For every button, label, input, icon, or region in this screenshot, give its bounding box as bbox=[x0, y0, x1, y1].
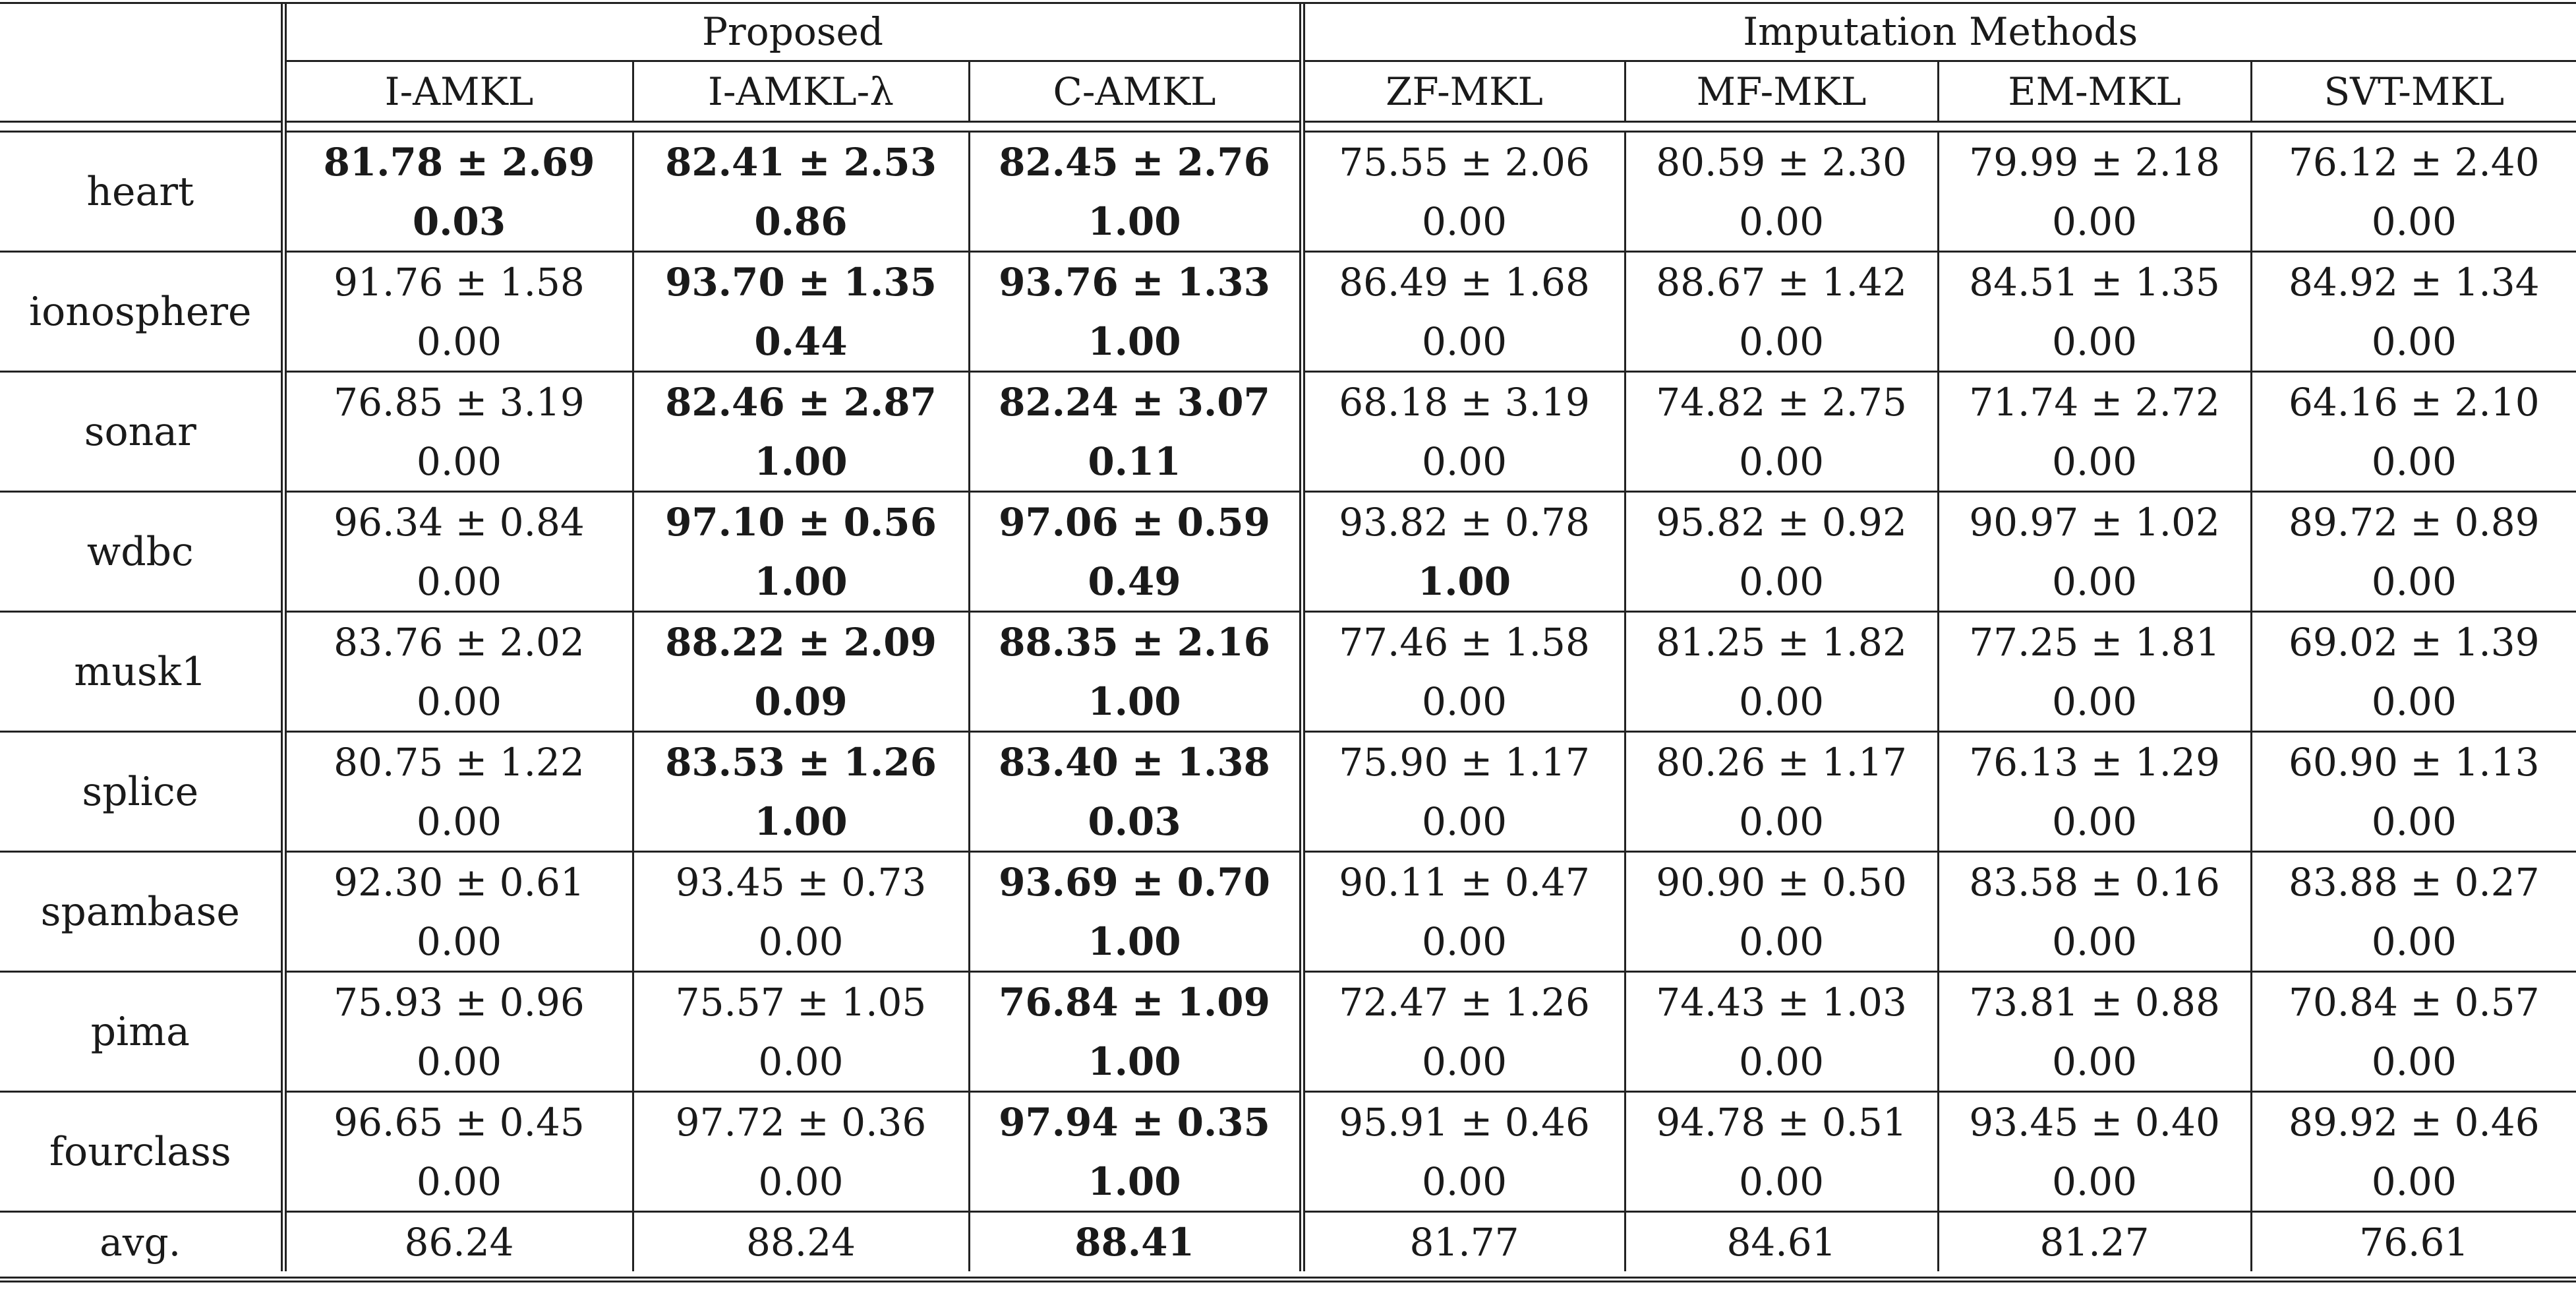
row-label: heart bbox=[0, 132, 283, 252]
metric-cell: 64.16 ± 2.10 bbox=[2251, 372, 2576, 433]
metric-cell: 60.90 ± 1.13 bbox=[2251, 732, 2576, 793]
metric-cell: 80.75 ± 1.22 bbox=[283, 732, 633, 793]
metric-cell: 73.81 ± 0.88 bbox=[1938, 972, 2251, 1033]
table-row-pvalue bbox=[0, 432, 2576, 492]
group-header-imputation: Imputation Methods bbox=[1302, 3, 2576, 61]
pvalue-cell: 1.00 bbox=[969, 1152, 1302, 1212]
metric-cell: 84.92 ± 1.34 bbox=[2251, 252, 2576, 313]
metric-cell: 83.58 ± 0.16 bbox=[1938, 852, 2251, 913]
pvalue-cell: 0.00 bbox=[2371, 1159, 2457, 1204]
pvalue-cell: 0.00 bbox=[1302, 192, 1625, 252]
pvalue-cell: 0.00 bbox=[1625, 552, 1938, 612]
pvalue-cell: 0.00 bbox=[2371, 1039, 2457, 1084]
pvalue-cell: 0.86 bbox=[633, 192, 969, 252]
group-header-row bbox=[0, 3, 2576, 61]
row-label: musk1 bbox=[0, 612, 283, 732]
metric-cell: 68.18 ± 3.19 bbox=[1302, 372, 1625, 433]
metric-cell: 76.12 ± 2.40 bbox=[2251, 132, 2576, 193]
pvalue-cell: 0.00 bbox=[283, 1032, 633, 1092]
table-row-pvalue bbox=[0, 792, 2576, 852]
metric-cell: 90.11 ± 0.47 bbox=[1302, 852, 1625, 913]
column-header: I-AMKL-λ bbox=[633, 61, 969, 122]
avg-value: 84.61 bbox=[1625, 1212, 1938, 1272]
pvalue-cell: 1.00 bbox=[969, 912, 1302, 972]
avg-value: 81.77 bbox=[1302, 1212, 1625, 1272]
table-row-pvalue bbox=[0, 192, 2576, 252]
pvalue-cell: 0.00 bbox=[283, 672, 633, 732]
pvalue-cell: 0.00 bbox=[1302, 672, 1625, 732]
metric-cell: 75.55 ± 2.06 bbox=[1302, 132, 1625, 193]
pvalue-cell: 1.00 bbox=[633, 432, 969, 492]
results-table bbox=[0, 3, 2576, 1271]
metric-cell: 72.47 ± 1.26 bbox=[1302, 972, 1625, 1033]
metric-cell: 81.25 ± 1.82 bbox=[1625, 612, 1938, 673]
metric-cell: 92.30 ± 0.61 bbox=[283, 852, 633, 913]
corner-cell bbox=[0, 3, 283, 122]
table-row-pvalue bbox=[0, 672, 2576, 732]
bottom-rule bbox=[0, 1277, 2576, 1282]
metric-cell: 77.46 ± 1.58 bbox=[1302, 612, 1625, 673]
row-label: avg. bbox=[0, 1212, 283, 1272]
metric-cell: 80.59 ± 2.30 bbox=[1625, 132, 1938, 193]
metric-cell: 97.06 ± 0.59 bbox=[969, 492, 1302, 553]
pvalue-cell: 0.00 bbox=[1625, 672, 1938, 732]
table-row bbox=[0, 1092, 2576, 1153]
pvalue-cell: 0.00 bbox=[2371, 198, 2457, 244]
metric-cell: 76.85 ± 3.19 bbox=[283, 372, 633, 433]
column-header: ZF-MKL bbox=[1302, 61, 1625, 122]
pvalue-cell: 0.00 bbox=[1938, 432, 2251, 492]
table-row-pvalue bbox=[0, 1152, 2576, 1212]
row-label: spambase bbox=[0, 852, 283, 972]
table-row bbox=[0, 252, 2576, 313]
metric-cell: 95.91 ± 0.46 bbox=[1302, 1092, 1625, 1153]
metric-cell: 91.76 ± 1.58 bbox=[283, 252, 633, 313]
pvalue-cell: 0.49 bbox=[969, 552, 1302, 612]
metric-cell: 70.84 ± 0.57 bbox=[2251, 972, 2576, 1033]
avg-value: 88.41 bbox=[969, 1212, 1302, 1272]
pvalue-cell: 0.00 bbox=[1302, 1032, 1625, 1092]
pvalue-cell: 0.00 bbox=[283, 432, 633, 492]
pvalue-cell: 0.00 bbox=[1302, 912, 1625, 972]
row-label: wdbc bbox=[0, 492, 283, 612]
table-row bbox=[0, 492, 2576, 553]
column-header: C-AMKL bbox=[969, 61, 1302, 122]
pvalue-cell: 1.00 bbox=[633, 792, 969, 852]
pvalue-cell: 0.00 bbox=[2371, 438, 2457, 484]
metric-cell: 76.84 ± 1.09 bbox=[969, 972, 1302, 1033]
pvalue-cell: 0.00 bbox=[633, 1032, 969, 1092]
pvalue-cell: 0.00 bbox=[283, 792, 633, 852]
pvalue-cell: 1.00 bbox=[969, 1032, 1302, 1092]
pvalue-cell: 0.00 bbox=[283, 552, 633, 612]
pvalue-cell: 0.00 bbox=[283, 312, 633, 372]
table-row bbox=[0, 132, 2576, 193]
metric-cell: 96.34 ± 0.84 bbox=[283, 492, 633, 553]
pvalue-cell: 0.00 bbox=[633, 1152, 969, 1212]
pvalue-cell: 1.00 bbox=[969, 672, 1302, 732]
metric-cell: 93.76 ± 1.33 bbox=[969, 252, 1302, 313]
pvalue-cell: 0.00 bbox=[1625, 1152, 1938, 1212]
metric-cell: 79.99 ± 2.18 bbox=[1938, 132, 2251, 193]
table-row bbox=[0, 732, 2576, 793]
metric-cell: 81.78 ± 2.69 bbox=[283, 132, 633, 193]
metric-cell: 90.90 ± 0.50 bbox=[1625, 852, 1938, 913]
table-row bbox=[0, 852, 2576, 913]
metric-cell: 82.24 ± 3.07 bbox=[969, 372, 1302, 433]
header-separator bbox=[0, 122, 2576, 132]
avg-value: 76.61 bbox=[2251, 1212, 2576, 1272]
metric-cell: 75.93 ± 0.96 bbox=[283, 972, 633, 1033]
pvalue-cell: 0.00 bbox=[1938, 552, 2251, 612]
pvalue-cell: 0.44 bbox=[633, 312, 969, 372]
table-row bbox=[0, 972, 2576, 1033]
metric-cell: 75.90 ± 1.17 bbox=[1302, 732, 1625, 793]
metric-cell: 97.72 ± 0.36 bbox=[633, 1092, 969, 1153]
pvalue-cell: 0.03 bbox=[283, 192, 633, 252]
metric-cell: 83.88 ± 0.27 bbox=[2251, 852, 2576, 913]
pvalue-cell: 0.00 bbox=[1302, 792, 1625, 852]
pvalue-cell: 0.00 bbox=[1938, 912, 2251, 972]
column-header: EM-MKL bbox=[1938, 61, 2251, 122]
column-header: SVT-MKL bbox=[2324, 69, 2505, 114]
pvalue-cell: 0.09 bbox=[633, 672, 969, 732]
pvalue-cell: 0.00 bbox=[633, 912, 969, 972]
metric-cell: 93.69 ± 0.70 bbox=[969, 852, 1302, 913]
pvalue-cell: 0.00 bbox=[2371, 919, 2457, 964]
pvalue-cell: 0.00 bbox=[1302, 312, 1625, 372]
pvalue-cell: 0.00 bbox=[1625, 912, 1938, 972]
pvalue-cell: 1.00 bbox=[633, 552, 969, 612]
pvalue-cell: 1.00 bbox=[969, 312, 1302, 372]
pvalue-cell: 0.00 bbox=[1625, 1032, 1938, 1092]
pvalue-cell: 0.00 bbox=[2371, 558, 2457, 604]
column-header: I-AMKL bbox=[283, 61, 633, 122]
avg-value: 81.27 bbox=[1938, 1212, 2251, 1272]
table-row-pvalue bbox=[0, 552, 2576, 612]
metric-cell: 88.35 ± 2.16 bbox=[969, 612, 1302, 673]
pvalue-cell: 0.00 bbox=[1625, 792, 1938, 852]
metric-cell: 88.22 ± 2.09 bbox=[633, 612, 969, 673]
metric-cell: 88.67 ± 1.42 bbox=[1625, 252, 1938, 313]
metric-cell: 75.57 ± 1.05 bbox=[633, 972, 969, 1033]
pvalue-cell: 0.00 bbox=[1938, 312, 2251, 372]
pvalue-cell: 0.00 bbox=[1938, 1152, 2251, 1212]
pvalue-cell: 0.00 bbox=[1302, 432, 1625, 492]
row-label: fourclass bbox=[0, 1092, 283, 1212]
avg-value: 86.24 bbox=[283, 1212, 633, 1272]
pvalue-cell: 1.00 bbox=[1302, 552, 1625, 612]
pvalue-cell: 0.00 bbox=[2371, 799, 2457, 844]
pvalue-cell: 0.11 bbox=[969, 432, 1302, 492]
pvalue-cell: 0.00 bbox=[2371, 318, 2457, 364]
metric-cell: 83.40 ± 1.38 bbox=[969, 732, 1302, 793]
pvalue-cell: 0.00 bbox=[1938, 1032, 2251, 1092]
metric-cell: 93.45 ± 0.40 bbox=[1938, 1092, 2251, 1153]
metric-cell: 82.45 ± 2.76 bbox=[969, 132, 1302, 193]
metric-cell: 82.41 ± 2.53 bbox=[633, 132, 969, 193]
table-body bbox=[0, 132, 2576, 1212]
metric-cell: 71.74 ± 2.72 bbox=[1938, 372, 2251, 433]
metric-cell: 83.76 ± 2.02 bbox=[283, 612, 633, 673]
table-row-pvalue bbox=[0, 912, 2576, 972]
metric-cell: 93.45 ± 0.73 bbox=[633, 852, 969, 913]
pvalue-cell: 0.00 bbox=[1938, 192, 2251, 252]
metric-cell: 93.82 ± 0.78 bbox=[1302, 492, 1625, 553]
pvalue-cell: 0.00 bbox=[1302, 1152, 1625, 1212]
group-header-proposed: Proposed bbox=[283, 3, 1302, 61]
metric-cell: 83.53 ± 1.26 bbox=[633, 732, 969, 793]
row-label: sonar bbox=[0, 372, 283, 492]
metric-cell: 90.97 ± 1.02 bbox=[1938, 492, 2251, 553]
avg-value: 88.24 bbox=[633, 1212, 969, 1272]
metric-cell: 69.02 ± 1.39 bbox=[2251, 612, 2576, 673]
pvalue-cell: 0.00 bbox=[1625, 192, 1938, 252]
metric-cell: 95.82 ± 0.92 bbox=[1625, 492, 1938, 553]
column-header-row bbox=[0, 61, 2576, 122]
metric-cell: 74.43 ± 1.03 bbox=[1625, 972, 1938, 1033]
table-row-pvalue bbox=[0, 1032, 2576, 1092]
table-row-pvalue bbox=[0, 312, 2576, 372]
pvalue-cell: 0.00 bbox=[1938, 792, 2251, 852]
column-header: MF-MKL bbox=[1625, 61, 1938, 122]
pvalue-cell: 0.03 bbox=[969, 792, 1302, 852]
table-row bbox=[0, 612, 2576, 673]
metric-cell: 93.70 ± 1.35 bbox=[633, 252, 969, 313]
metric-cell: 77.25 ± 1.81 bbox=[1938, 612, 2251, 673]
metric-cell: 97.10 ± 0.56 bbox=[633, 492, 969, 553]
pvalue-cell: 0.00 bbox=[1938, 672, 2251, 732]
pvalue-cell: 0.00 bbox=[2371, 679, 2457, 724]
pvalue-cell: 0.00 bbox=[1625, 312, 1938, 372]
metric-cell: 74.82 ± 2.75 bbox=[1625, 372, 1938, 433]
pvalue-cell: 0.00 bbox=[283, 912, 633, 972]
metric-cell: 76.13 ± 1.29 bbox=[1938, 732, 2251, 793]
metric-cell: 89.72 ± 0.89 bbox=[2251, 492, 2576, 553]
pvalue-cell: 1.00 bbox=[969, 192, 1302, 252]
metric-cell: 86.49 ± 1.68 bbox=[1302, 252, 1625, 313]
row-label: ionosphere bbox=[0, 252, 283, 372]
table-row bbox=[0, 372, 2576, 433]
avg-row bbox=[0, 1212, 2576, 1272]
row-label: pima bbox=[0, 972, 283, 1092]
metric-cell: 84.51 ± 1.35 bbox=[1938, 252, 2251, 313]
metric-cell: 89.92 ± 0.46 bbox=[2251, 1092, 2576, 1153]
metric-cell: 80.26 ± 1.17 bbox=[1625, 732, 1938, 793]
row-label: splice bbox=[0, 732, 283, 852]
pvalue-cell: 0.00 bbox=[283, 1152, 633, 1212]
metric-cell: 94.78 ± 0.51 bbox=[1625, 1092, 1938, 1153]
metric-cell: 96.65 ± 0.45 bbox=[283, 1092, 633, 1153]
pvalue-cell: 0.00 bbox=[1625, 432, 1938, 492]
metric-cell: 82.46 ± 2.87 bbox=[633, 372, 969, 433]
metric-cell: 97.94 ± 0.35 bbox=[969, 1092, 1302, 1153]
